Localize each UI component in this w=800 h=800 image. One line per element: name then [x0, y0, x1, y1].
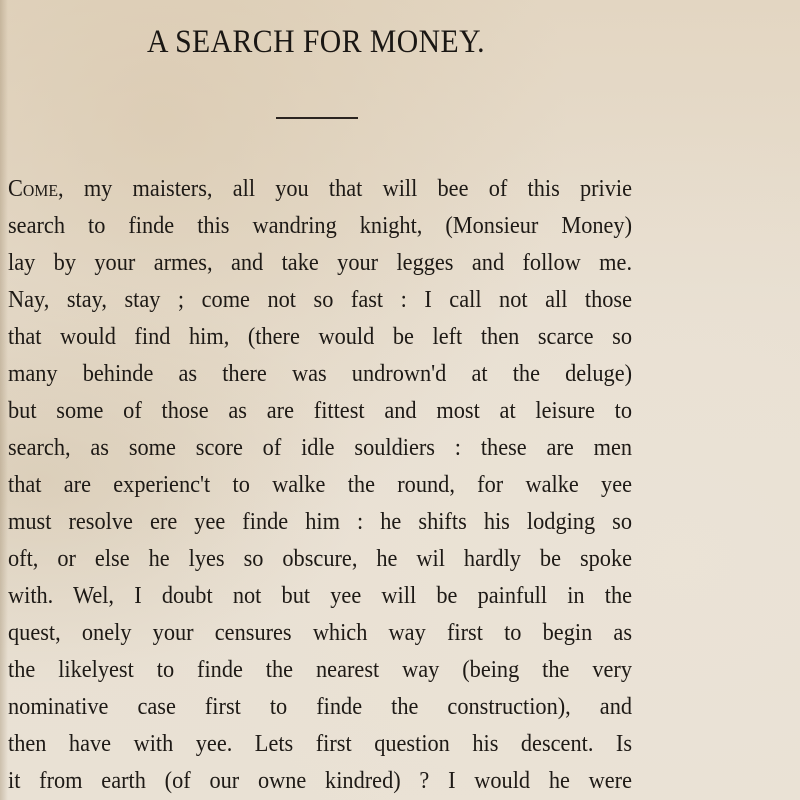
- text-line: the likelyest to finde the nearest way (being the very: [8, 657, 633, 683]
- text-line: then have with yee. Lets first question his descent. Is: [8, 731, 633, 757]
- text-line: search, as some score of idle souldiers : these are men: [8, 435, 633, 461]
- text-line: many behinde as there was undrown'd at the deluge): [8, 361, 633, 387]
- text-line: search to finde this wandring knight, (Monsieur Money): [8, 213, 633, 239]
- title-divider-rule: [276, 117, 358, 119]
- text-line: quest, onely your censures which way first to begin as: [8, 620, 633, 646]
- page-gutter-shadow: [0, 0, 8, 800]
- text-line: lay by your armes, and take your legges and follow me.: [8, 250, 633, 276]
- body-paragraph: [8, 171, 632, 800]
- text-line: nominative case first to finde the construction), and: [8, 694, 633, 720]
- text-line: Nay, stay, stay ; come not so fast : I call not all those: [8, 287, 633, 313]
- chapter-title: A SEARCH FOR MONEY.: [146, 24, 486, 60]
- text-line: with. Wel, I doubt not but yee will be painfull in the: [8, 583, 633, 609]
- opening-small-caps-word: Come: [8, 176, 59, 202]
- text-line: that would find him, (there would be left then scarce so: [8, 324, 633, 350]
- text-line: oft, or else he lyes so obscure, he wil hardly be spoke: [8, 546, 633, 572]
- text-line: it from earth (of our owne kindred) ? I would he were: [8, 768, 633, 794]
- text-line: Come, my maisters, all you that will bee of this privie: [8, 176, 633, 202]
- text-line: must resolve ere yee finde him : he shifts his lodging so: [8, 509, 633, 535]
- text-line: but some of those as are fittest and most at leisure to: [8, 398, 633, 424]
- text-line: that are experienc't to walke the round, for walke yee: [8, 472, 633, 498]
